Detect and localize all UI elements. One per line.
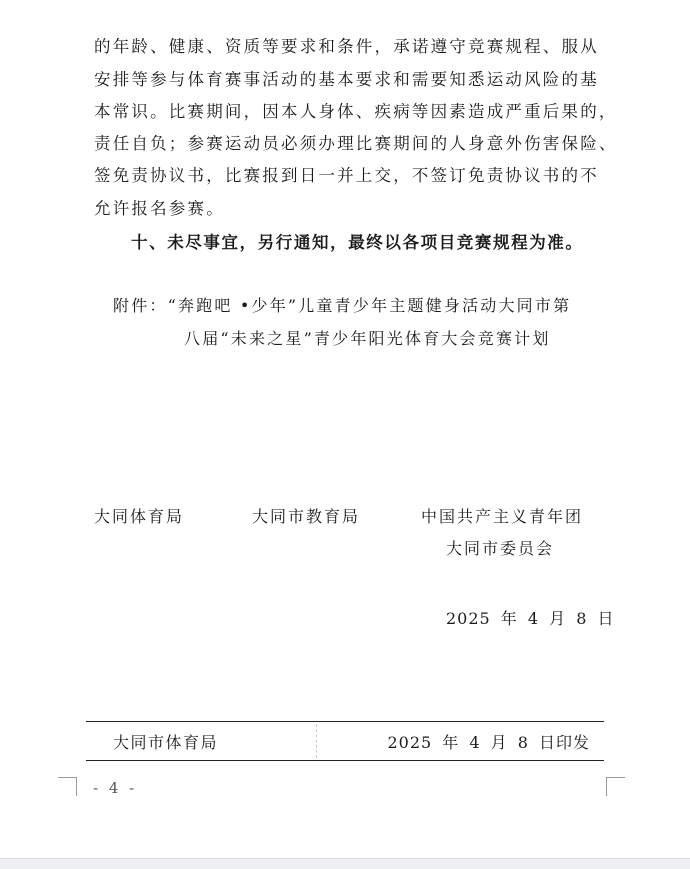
issuance-footer [86,721,604,761]
page-number: - 4 - [93,779,138,797]
signing-date: 2025 年 4 月 8 日 [446,609,615,628]
body-text-line: 的年龄、健康、资质等要求和条件，承诺遵守竞赛规程、服从 [94,37,599,56]
signatory-education-bureau: 大同市教育局 [252,507,361,526]
body-text-line: 安排等参与体育赛事活动的基本要求和需要知悉运动风险的基 [94,70,599,89]
body-text-line: 本常识。比赛期间，因本人身体、疾病等因素造成严重后果的， [94,102,618,121]
body-text-line: 责任自负；参赛运动员必须办理比赛期间的人身意外伤害保险、 [94,134,618,153]
attachment-line-1: 附件：“奔跑吧 •少年”儿童青少年主题健身活动大同市第 [113,296,572,315]
crop-mark-right [606,777,625,796]
footer-issuer: 大同市体育局 [113,733,219,752]
body-text-line: 签免责协议书，比赛报到日一并上交，不签订免责协议书的不 [94,166,599,185]
viewer-bottom-strip [0,858,690,869]
body-text-line: 允许报名参赛。 [94,199,225,218]
footer-issue-date: 2025 年 4 月 8 日印发 [387,733,590,752]
crop-mark-left [58,777,77,796]
signatory-youth-league-line-1: 中国共产主义青年团 [421,507,584,526]
section-ten-heading: 十、未尽事宜，另行通知，最终以各项目竞赛规程为准。 [131,233,584,252]
signatory-youth-league-line-2: 大同市委员会 [446,539,555,558]
attachment-line-2: 八届“未来之星”青少年阳光体育大会竞赛计划 [184,329,551,348]
footer-divider [316,724,317,758]
signatory-sports-bureau: 大同体育局 [94,507,185,526]
